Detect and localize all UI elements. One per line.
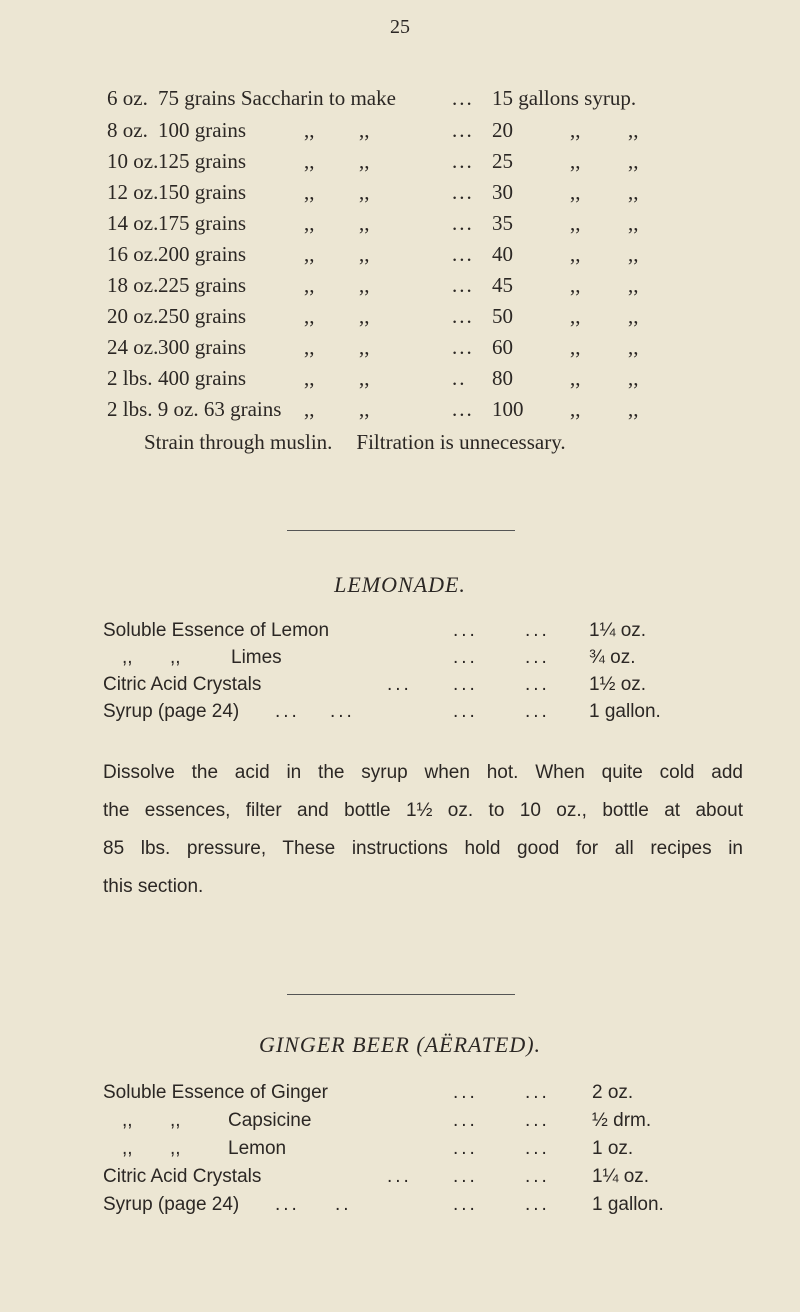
leader-dots: ..	[335, 1194, 352, 1215]
ditto-mark: ,,	[570, 397, 581, 421]
ditto-mark: ,,	[570, 180, 581, 204]
table-row	[0, 180, 800, 211]
gallons-cell: 15 gallons syrup.	[492, 86, 637, 110]
ditto-mark: ,,	[359, 304, 370, 328]
ingredient-name: Citric Acid Crystals	[103, 674, 262, 695]
ditto-mark: ,,	[359, 397, 370, 421]
ditto-mark: ,,	[628, 335, 639, 359]
ditto-mark: ,,	[304, 304, 315, 328]
leader-dots: ...	[452, 118, 474, 142]
leader-dots: ...	[387, 674, 412, 695]
list-item	[0, 1082, 800, 1112]
leader-dots: ...	[453, 674, 478, 695]
table-row	[0, 149, 800, 180]
ingredient-quantity: ¾ oz.	[589, 647, 636, 668]
list-item	[0, 647, 800, 677]
grains-cell: 125 grains	[158, 149, 247, 173]
section-divider	[287, 994, 515, 995]
gallons-cell: 50	[492, 304, 513, 328]
list-item	[0, 1194, 800, 1224]
table-row	[0, 397, 800, 428]
leader-dots: ...	[275, 1194, 300, 1215]
ounces-cell: 8 oz.	[107, 118, 148, 142]
ounces-cell: 24 oz.	[107, 335, 159, 359]
ditto-mark: ,,	[570, 242, 581, 266]
ounces-cell: 10 oz.	[107, 149, 159, 173]
ingredient-name: Syrup (page 24)	[103, 1194, 240, 1215]
ditto-mark: ,,	[304, 366, 315, 390]
ditto-mark: ,,	[628, 149, 639, 173]
table-row	[0, 86, 800, 117]
ingredient-name: Soluble Essence of Lemon	[103, 620, 330, 641]
gallons-cell: 100	[492, 397, 524, 421]
list-item	[0, 1110, 800, 1140]
quantity-cell: 2 lbs. 9 oz. 63 grains	[107, 397, 282, 421]
leader-dots: ...	[453, 1166, 478, 1187]
ingredient-quantity: 1 gallon.	[589, 701, 661, 722]
ditto-mark: ,,	[570, 118, 581, 142]
ditto-mark: ,,	[359, 242, 370, 266]
ditto-mark: ,,	[170, 647, 181, 668]
ditto-mark: ,,	[304, 149, 315, 173]
ditto-mark: ,,	[359, 335, 370, 359]
instruction-line: Dissolve the acid in the syrup when hot. When quite cold add	[103, 762, 743, 783]
leader-dots: ...	[525, 1194, 550, 1215]
instruction-line: 85 lbs. pressure, These instructions hold good for all recipes in	[103, 838, 743, 859]
instruction-line: the essences, filter and bottle 1½ oz. to 10 oz., bottle at about	[103, 800, 743, 821]
table-row	[0, 335, 800, 366]
leader-dots: ...	[452, 273, 474, 297]
grains-cell: 250 grains	[158, 304, 247, 328]
table-row	[0, 366, 800, 397]
ditto-mark: ,,	[170, 1138, 181, 1159]
ditto-mark: ,,	[359, 366, 370, 390]
grains-cell: 225 grains	[158, 273, 247, 297]
leader-dots: ...	[387, 1166, 412, 1187]
ditto-mark: ,,	[359, 118, 370, 142]
ditto-mark: ,,	[628, 180, 639, 204]
ditto-mark: ,,	[359, 180, 370, 204]
ingredient-quantity: 2 oz.	[592, 1082, 634, 1103]
ditto-mark: ,,	[628, 242, 639, 266]
ingredient-name: Lemon	[228, 1138, 287, 1159]
ditto-mark: ,,	[628, 118, 639, 142]
ditto-mark: ,,	[359, 149, 370, 173]
ditto-mark: ,,	[570, 335, 581, 359]
ditto-mark: ,,	[122, 1110, 133, 1131]
grains-cell: 300 grains	[158, 335, 247, 359]
instruction-line: this section.	[103, 876, 204, 897]
lemonade-instructions	[103, 754, 743, 906]
ditto-mark: ,,	[122, 1138, 133, 1159]
leader-dots: ...	[453, 701, 478, 722]
grains-cell: 75 grains Saccharin to make	[158, 86, 396, 110]
grains-cell: 100 grains	[158, 118, 247, 142]
table-row	[0, 242, 800, 273]
leader-dots: ..	[452, 366, 467, 390]
leader-dots: ...	[452, 304, 474, 328]
ingredient-quantity: 1½ oz.	[589, 674, 647, 695]
leader-dots: ...	[525, 1166, 550, 1187]
ingredient-quantity: 1¼ oz.	[589, 620, 647, 641]
leader-dots: ...	[452, 149, 474, 173]
ditto-mark: ,,	[359, 273, 370, 297]
ounces-cell: 14 oz.	[107, 211, 159, 235]
ditto-mark: ,,	[304, 211, 315, 235]
leader-dots: ...	[453, 1138, 478, 1159]
ingredient-quantity: 1 oz.	[592, 1138, 634, 1159]
gallons-cell: 45	[492, 273, 513, 297]
ditto-mark: ,,	[359, 211, 370, 235]
leader-dots: ...	[330, 701, 355, 722]
ditto-mark: ,,	[628, 304, 639, 328]
page-number: 25	[390, 16, 410, 38]
ingredient-quantity: ½ drm.	[592, 1110, 652, 1131]
leader-dots: ...	[525, 620, 550, 641]
leader-dots: ...	[453, 620, 478, 641]
leader-dots: ...	[453, 1194, 478, 1215]
ditto-mark: ,,	[122, 647, 133, 668]
ditto-mark: ,,	[570, 149, 581, 173]
leader-dots: ...	[453, 1110, 478, 1131]
ditto-mark: ,,	[570, 366, 581, 390]
gallons-cell: 40	[492, 242, 513, 266]
strain-text: Strain through muslin.	[144, 430, 333, 454]
list-item	[0, 701, 800, 731]
ingredient-name: Soluble Essence of Ginger	[103, 1082, 328, 1103]
gallons-cell: 80	[492, 366, 513, 390]
list-item	[0, 1166, 800, 1196]
leader-dots: ...	[525, 674, 550, 695]
ditto-mark: ,,	[570, 304, 581, 328]
ingredient-name: Limes	[231, 647, 282, 668]
gallons-cell: 60	[492, 335, 513, 359]
ditto-mark: ,,	[628, 366, 639, 390]
ditto-mark: ,,	[304, 180, 315, 204]
ounces-cell: 2 lbs.	[107, 366, 153, 390]
list-item	[0, 674, 800, 704]
leader-dots: ...	[525, 1138, 550, 1159]
ounces-cell: 6 oz.	[107, 86, 148, 110]
ditto-mark: ,,	[628, 211, 639, 235]
grains-cell: 400 grains	[158, 366, 247, 390]
table-row	[0, 211, 800, 242]
leader-dots: ...	[452, 397, 474, 421]
ingredient-quantity: 1 gallon.	[592, 1194, 664, 1215]
ditto-mark: ,,	[628, 397, 639, 421]
ounces-cell: 18 oz.	[107, 273, 159, 297]
ditto-mark: ,,	[304, 242, 315, 266]
lemonade-heading: LEMONADE.	[334, 572, 466, 597]
ditto-mark: ,,	[628, 273, 639, 297]
ounces-cell: 12 oz.	[107, 180, 159, 204]
section-divider	[287, 530, 515, 531]
list-item	[0, 620, 800, 650]
grains-cell: 150 grains	[158, 180, 247, 204]
leader-dots: ...	[525, 1110, 550, 1131]
leader-dots: ...	[275, 701, 300, 722]
grains-cell: 200 grains	[158, 242, 247, 266]
ingredient-name: Syrup (page 24)	[103, 701, 240, 722]
grains-cell: 175 grains	[158, 211, 247, 235]
gallons-cell: 25	[492, 149, 513, 173]
ingredient-quantity: 1¼ oz.	[592, 1166, 650, 1187]
table-row	[0, 304, 800, 335]
gallons-cell: 30	[492, 180, 513, 204]
ditto-mark: ,,	[304, 273, 315, 297]
ditto-mark: ,,	[304, 118, 315, 142]
table-row	[0, 273, 800, 304]
ditto-mark: ,,	[304, 397, 315, 421]
leader-dots: ...	[525, 647, 550, 668]
leader-dots: ...	[525, 1082, 550, 1103]
list-item	[0, 1138, 800, 1168]
ingredient-name: Citric Acid Crystals	[103, 1166, 262, 1187]
leader-dots: ...	[452, 242, 474, 266]
ingredient-name: Capsicine	[228, 1110, 312, 1131]
ditto-mark: ,,	[570, 273, 581, 297]
ditto-mark: ,,	[304, 335, 315, 359]
leader-dots: ...	[452, 86, 474, 110]
ginger-beer-heading: GINGER BEER (AËRATED).	[258, 1032, 542, 1057]
leader-dots: ...	[525, 701, 550, 722]
leader-dots: ...	[452, 335, 474, 359]
gallons-cell: 20	[492, 118, 513, 142]
leader-dots: ...	[452, 211, 474, 235]
leader-dots: ...	[453, 1082, 478, 1103]
ditto-mark: ,,	[170, 1110, 181, 1131]
table-row	[0, 118, 800, 149]
leader-dots: ...	[453, 647, 478, 668]
ditto-mark: ,,	[570, 211, 581, 235]
filtration-text: Filtration is unnecessary.	[356, 430, 566, 454]
leader-dots: ...	[452, 180, 474, 204]
ounces-cell: 16 oz.	[107, 242, 159, 266]
strain-note	[144, 430, 566, 455]
ounces-cell: 20 oz.	[107, 304, 159, 328]
gallons-cell: 35	[492, 211, 513, 235]
